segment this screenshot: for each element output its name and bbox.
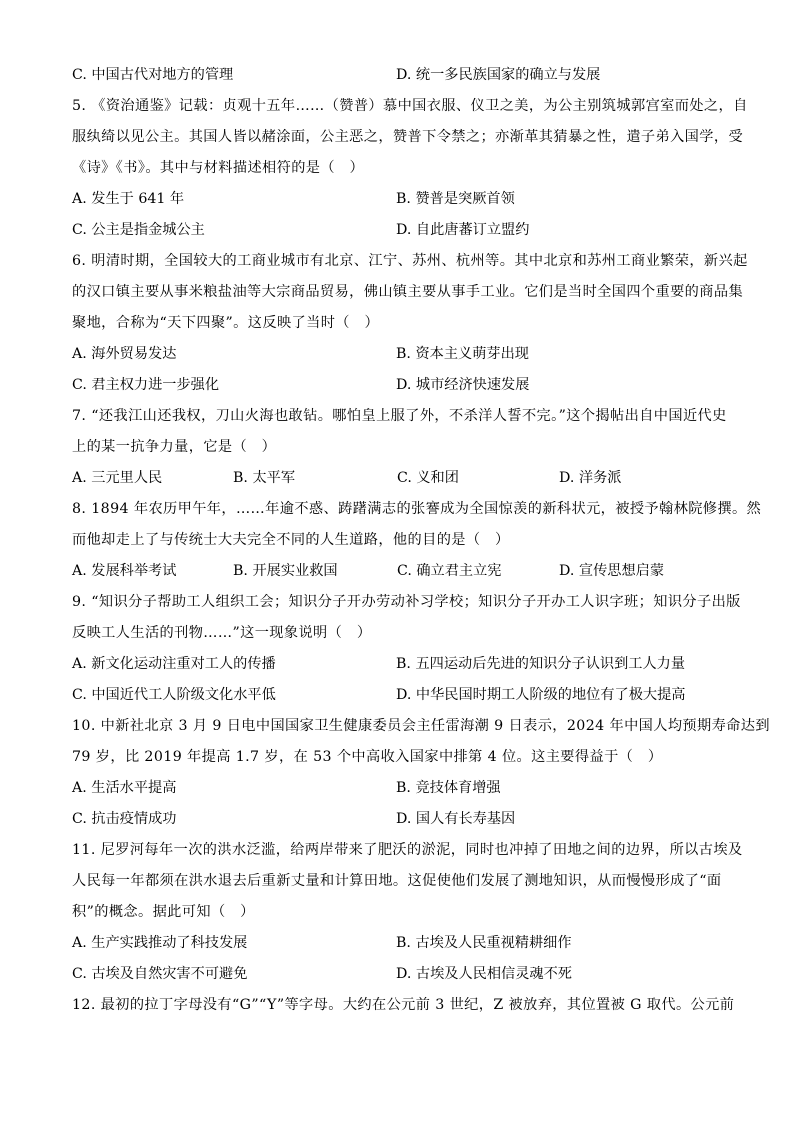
q7-option-a: A. 三元里人民 — [72, 470, 163, 486]
q10-option-d: D. 国人有长寿基因 — [396, 811, 516, 827]
q7-option-c: C. 义和团 — [397, 470, 459, 486]
q6-options-row-2 — [72, 370, 724, 401]
q9-options-row-1 — [72, 649, 724, 680]
q4-option-c: C. 中国古代对地方的管理 — [72, 67, 234, 83]
q4-options-row — [72, 60, 724, 91]
q11-option-b: B. 古埃及人民重视精耕细作 — [396, 935, 572, 951]
q12-stem-line-1: 12. 最初的拉丁字母没有“G”“Y”等字母。大约在公元前 3 世纪，Z 被放弃，其位置被 G 取代。公元前 — [72, 997, 735, 1013]
q4-option-d: D. 统一多民族国家的确立与发展 — [396, 67, 601, 83]
q5-options-row-1 — [72, 184, 724, 215]
q6-option-d: D. 城市经济快速发展 — [396, 377, 530, 393]
q8-stem-line-1: 8. 1894 年农历甲午年，……年逾不惑、踌躇满志的张謇成为全国惊羡的新科状元，被授予翰林院修撰。然 — [72, 501, 762, 517]
q8-option-c: C. 确立君主立宪 — [397, 563, 502, 579]
q10-option-a: A. 生活水平提高 — [72, 780, 177, 796]
exam-page — [72, 60, 770, 1021]
q7-stem-line-2: 上的某一抗争力量，它是（ ） — [72, 439, 277, 455]
q11-options-row-1 — [72, 928, 724, 959]
q11-stem-line-2: 人民每一年都须在洪水退去后重新丈量和计算田地。这促使他们发展了测地知识，从而慢慢形成了“面 — [72, 873, 722, 889]
q6-option-a: A. 海外贸易发达 — [72, 346, 177, 362]
q10-options-row-1 — [72, 773, 724, 804]
q5-stem-line-3: 《诗》《书》。其中与材料描述相符的是（ ） — [72, 160, 365, 176]
q9-stem-line-1: 9. “知识分子帮助工人组织工会；知识分子开办劳动补习学校；知识分子开办工人识字班；知识分子出版 — [72, 594, 741, 610]
q7-stem-line-1: 7. “还我江山还我权，刀山火海也敢钻。哪怕皇上服了外，不杀洋人誓不完。”这个揭帖出自中国近代史 — [72, 408, 727, 424]
q8-option-d: D. 宣传思想启蒙 — [559, 563, 665, 579]
q10-stem-line-1: 10. 中新社北京 3 月 9 日电中国国家卫生健康委员会主任雷海潮 9 日表示，2024 年中国人均预期寿命达到 — [72, 718, 770, 734]
q10-stem-line-2: 79 岁，比 2019 年提高 1.7 岁，在 53 个中高收入国家中排第 4 位。这主要得益于（ ） — [72, 749, 663, 765]
q6-option-b: B. 资本主义萌芽出现 — [396, 346, 529, 362]
q6-stem-line-2: 的汉口镇主要从事米粮盐油等大宗商品贸易，佛山镇主要从事手工业。它们是当时全国四个重要的商品集 — [72, 284, 744, 300]
q6-stem-line-1: 6. 明清时期，全国较大的工商业城市有北京、江宁、苏州、杭州等。其中北京和苏州工商业繁荣，新兴起 — [72, 253, 748, 269]
q8-option-a: A. 发展科举考试 — [72, 563, 177, 579]
q5-option-b: B. 赞普是突厥首领 — [396, 191, 515, 207]
q10-option-b: B. 竞技体育增强 — [396, 780, 501, 796]
q11-stem-line-3: 积”的概念。据此可知（ ） — [72, 904, 255, 920]
q6-stem-line-3: 聚地，合称为“天下四聚”。这反映了当时（ ） — [72, 315, 380, 331]
q9-option-a: A. 新文化运动注重对工人的传播 — [72, 656, 276, 672]
q9-option-d: D. 中华民国时期工人阶级的地位有了极大提高 — [396, 687, 686, 703]
q8-stem-line-2: 而他却走上了与传统士大夫完全不同的人生道路，他的目的是（ ） — [72, 532, 510, 548]
q7-option-b: B. 太平军 — [233, 470, 296, 486]
q6-option-c: C. 君主权力进一步强化 — [72, 377, 220, 393]
q5-option-c: C. 公主是指金城公主 — [72, 222, 205, 238]
q7-options-row — [72, 463, 724, 494]
q11-stem-line-1: 11. 尼罗河每年一次的洪水泛滥，给两岸带来了肥沃的淤泥，同时也冲掉了田地之间的边界，所以古埃及 — [72, 842, 743, 858]
q11-option-c: C. 古埃及自然灾害不可避免 — [72, 966, 248, 982]
q5-option-a: A. 发生于 641 年 — [72, 191, 185, 207]
q9-stem-line-2: 反映工人生活的刊物……”这一现象说明（ ） — [72, 625, 372, 641]
q9-option-b: B. 五四运动后先进的知识分子认识到工人力量 — [396, 656, 686, 672]
q11-option-a: A. 生产实践推动了科技发展 — [72, 935, 248, 951]
q11-options-row-2 — [72, 959, 724, 990]
q5-options-row-2 — [72, 215, 724, 246]
q9-option-c: C. 中国近代工人阶级文化水平低 — [72, 687, 276, 703]
q10-options-row-2 — [72, 804, 724, 835]
q5-stem-line-2: 服纨绮以见公主。其国人皆以赭涂面，公主恶之，赞普下令禁之；亦渐革其猜暴之性，遣子弟入国学，受 — [72, 129, 744, 145]
q9-options-row-2 — [72, 680, 724, 711]
q6-options-row-1 — [72, 339, 724, 370]
q11-option-d: D. 古埃及人民相信灵魂不死 — [396, 966, 572, 982]
q10-option-c: C. 抗击疫情成功 — [72, 811, 177, 827]
q8-option-b: B. 开展实业救国 — [233, 563, 338, 579]
q5-option-d: D. 自此唐蕃订立盟约 — [396, 222, 530, 238]
q5-stem-line-1: 5. 《资治通鉴》记载：贞观十五年……（赞普）慕中国衣服、仪卫之美，为公主别筑城郭宫室而处之，自 — [72, 98, 748, 114]
q8-options-row — [72, 556, 724, 587]
q7-option-d: D. 洋务派 — [559, 470, 622, 486]
